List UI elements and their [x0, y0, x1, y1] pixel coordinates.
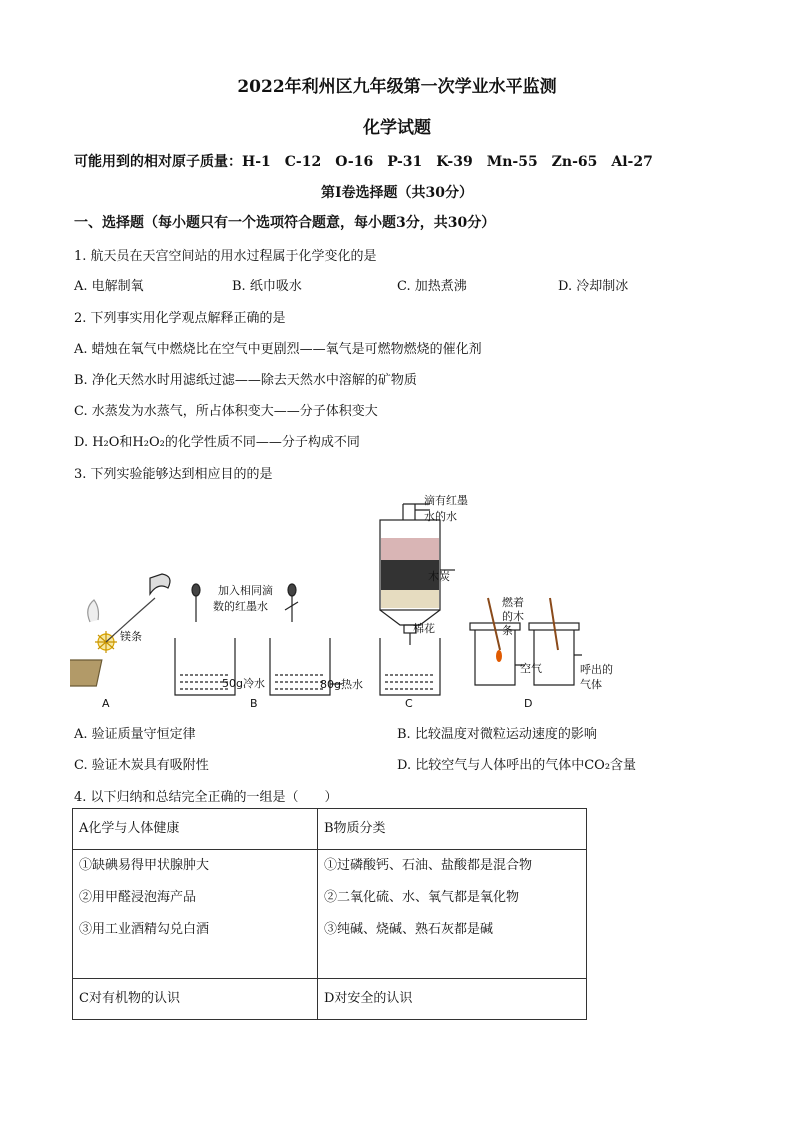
volume-title: 第Ⅰ卷选择题（共30分） [320, 185, 474, 201]
q4-stem: 4. 以下归纳和总结完全正确的一组是（ ） [74, 790, 338, 805]
label-exhaled-2: 气体 [580, 678, 602, 691]
q4-b-item-3: ③纯碱、烧碱、熟石灰都是碱 [324, 922, 494, 937]
label-burning-2: 的木 [502, 610, 524, 623]
label-b: B [250, 697, 258, 710]
q2-option-d: D. H₂O和H₂O₂的化学性质不同——分子构成不同 [74, 435, 360, 450]
label-cold: 50g冷水 [222, 677, 265, 690]
q4-b-header: B物质分类 [318, 809, 587, 850]
q1-option-d: D. 冷却制冰 [558, 279, 629, 294]
q4-a-items [73, 850, 318, 979]
q4-d-header: D对安全的认识 [318, 979, 587, 1020]
q1-option-b: B. 纸巾吸水 [232, 279, 302, 294]
label-drops-1: 加入相同滴 [218, 584, 273, 597]
q4-b-item-1: ①过磷酸钙、石油、盐酸都是混合物 [324, 858, 533, 873]
label-ink-2: 水的水 [424, 510, 457, 523]
label-mg: 镁条 [120, 630, 142, 643]
q1-option-c: C. 加热煮沸 [397, 279, 467, 294]
label-a: A [102, 697, 110, 710]
q2-option-c: C. 水蒸发为水蒸气，所占体积变大——分子体积变大 [74, 404, 378, 419]
label-cotton: 棉花 [413, 622, 435, 635]
q3-option-d: D. 比较空气与人体呼出的气体中CO₂含量 [397, 758, 637, 773]
page-subtitle: 化学试题 [363, 118, 431, 138]
q2-stem: 2. 下列事实用化学观点解释正确的是 [74, 311, 286, 326]
q4-b-item-2: ②二氧化硫、水、氧气都是氧化物 [324, 890, 520, 905]
q2-option-a: A. 蜡烛在氧气中燃烧比在空气中更剧烈——氧气是可燃物燃烧的催化剂 [74, 342, 482, 357]
section-title: 一、选择题（每小题只有一个选项符合题意，每小题3分，共30分） [74, 215, 496, 231]
page-title: 2022年利州区九年级第一次学业水平监测 [237, 77, 557, 97]
label-burning-1: 燃着 [502, 596, 524, 609]
label-exhaled-1: 呼出的 [580, 663, 613, 676]
experiment-figure [70, 490, 670, 715]
q4-b-items [318, 850, 587, 979]
atomic-masses: 可能用到的相对原子质量：H-1 C-12 O-16 P-31 K-39 Mn-55 Zn-65 Al-27 [74, 154, 653, 170]
label-ink-1: 滴有红墨 [424, 494, 468, 507]
label-burning-3: 条 [502, 624, 513, 637]
label-hot: 80g热水 [320, 678, 363, 691]
q4-a-header: A化学与人体健康 [73, 809, 318, 850]
label-c: C [405, 697, 413, 710]
q4-a-item-3: ③用工业酒精勾兑白酒 [79, 922, 210, 937]
q4-a-item-2: ②用甲醛浸泡海产品 [79, 890, 197, 905]
q4-table [72, 808, 587, 1020]
q3-option-a: A. 验证质量守恒定律 [74, 727, 196, 742]
label-d: D [524, 697, 533, 710]
q3-option-b: B. 比较温度对微粒运动速度的影响 [397, 727, 597, 742]
apparatus-c [380, 504, 455, 695]
q2-option-b: B. 净化天然水时用滤纸过滤——除去天然水中溶解的矿物质 [74, 373, 417, 388]
label-drops-2: 数的红墨水 [213, 600, 268, 613]
q1-stem: 1. 航天员在天宫空间站的用水过程属于化学变化的是 [74, 249, 377, 264]
q4-c-header: C对有机物的认识 [73, 979, 318, 1020]
q4-a-item-1: ①缺碘易得甲状腺肿大 [79, 858, 210, 873]
label-charcoal: 木炭 [428, 570, 450, 583]
q1-option-a: A. 电解制氧 [74, 279, 144, 294]
q3-option-c: C. 验证木炭具有吸附性 [74, 758, 209, 773]
label-air: 空气 [520, 662, 542, 675]
q3-stem: 3. 下列实验能够达到相应目的的是 [74, 467, 273, 482]
